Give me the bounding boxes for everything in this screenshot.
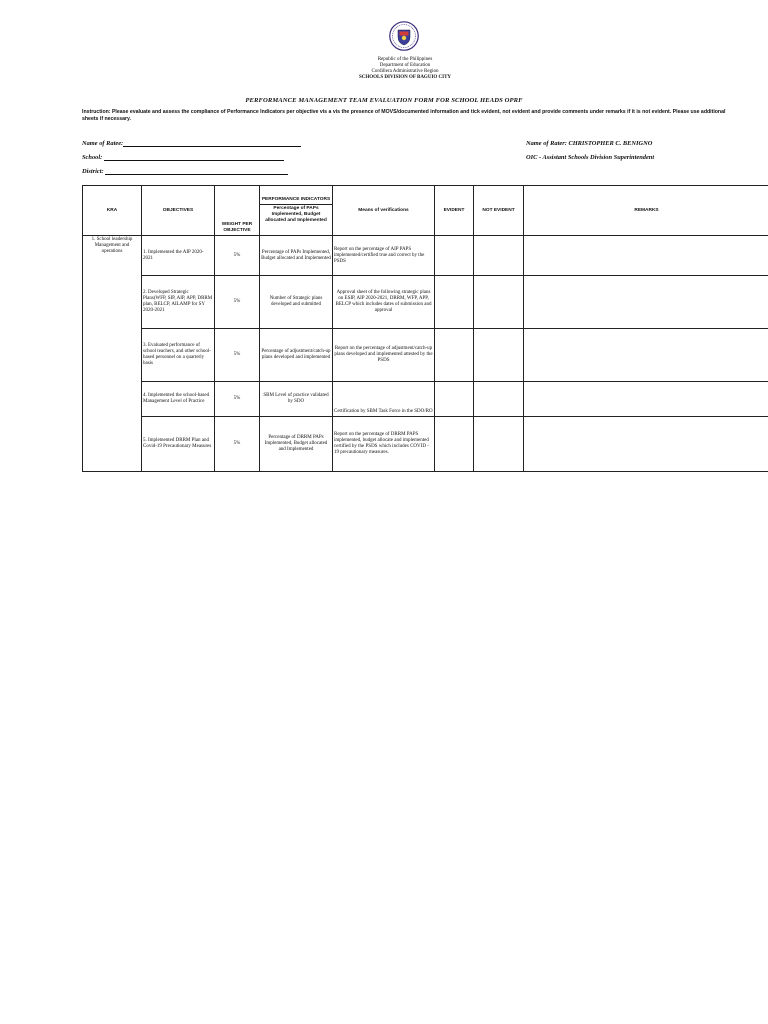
objective-cell: 1. Implemented the AIP 2020-2021 bbox=[142, 236, 215, 276]
indicator-cell: Percentage of DRRM PAPs Implemented, Budget allocated and Implemented bbox=[260, 417, 333, 472]
evident-checkbox-cell[interactable] bbox=[435, 417, 474, 472]
weight-cell: 5% bbox=[215, 276, 260, 329]
weight-cell: 5% bbox=[215, 329, 260, 382]
table-row bbox=[83, 236, 768, 276]
rater-field bbox=[526, 140, 652, 147]
means-cell: Approval sheet of the following strategic plans on ESIP, AIP 2020-2021, DRRM, WFP, APP, BELCP which includes dates of submission and approval bbox=[333, 276, 435, 329]
ratee-label: Name of Ratee: bbox=[82, 140, 124, 147]
ratee-field bbox=[82, 140, 301, 147]
table-row bbox=[83, 276, 768, 329]
indicator-cell: Percentage of PAPs Implemented, Budget allocated and Implemented bbox=[260, 236, 333, 276]
remarks-cell[interactable] bbox=[524, 417, 768, 472]
objective-cell: 4. Implemented the school-based Management Level of Practice bbox=[142, 382, 215, 417]
school-field bbox=[82, 154, 284, 161]
not-evident-checkbox-cell[interactable] bbox=[474, 236, 524, 276]
indicator-cell: SBM Level of practice validated by SDO bbox=[260, 382, 333, 417]
rater-position: OIC - Assistant Schools Division Superintendent bbox=[526, 154, 655, 161]
means-cell: Report on the percentage of AIP PAPS implemented/certified true and correct by the PSDS bbox=[333, 236, 435, 276]
objective-cell: 2. Developed Strategic Plans(WFP, SIP, AIP, APP, DRRM plan, BELCP, AILAMP for SY 2020-2021 bbox=[142, 276, 215, 329]
indicators-subtitle: Percentage of PAPs Implemented, Budget allocated and Implemented bbox=[265, 206, 327, 223]
col-weight-header: WEIGHT PER OBJECTIVE bbox=[215, 186, 260, 236]
table-row bbox=[83, 417, 768, 472]
indicator-cell: Percentage of adjustment/catch-up plans developed and implemented bbox=[260, 329, 333, 382]
deped-seal-icon bbox=[389, 21, 419, 51]
table-header-row bbox=[83, 186, 768, 236]
evident-checkbox-cell[interactable] bbox=[435, 276, 474, 329]
col-means-header: Means of verifications bbox=[333, 186, 435, 236]
remarks-cell[interactable] bbox=[524, 382, 768, 417]
division-line: SCHOOLS DIVISION OF BAGUIO CITY bbox=[358, 75, 452, 80]
kra-cell: 1. School leadership Management and operations bbox=[83, 236, 142, 472]
department-line: Department of Education bbox=[379, 63, 431, 68]
weight-cell: 5% bbox=[215, 417, 260, 472]
col-objectives-header: OBJECTIVES bbox=[142, 186, 215, 236]
not-evident-checkbox-cell[interactable] bbox=[474, 382, 524, 417]
rater-label: Name of Rater: bbox=[526, 140, 567, 147]
evident-checkbox-cell[interactable] bbox=[435, 329, 474, 382]
table-row bbox=[83, 329, 768, 382]
district-label: District: bbox=[82, 168, 104, 175]
school-input-line[interactable] bbox=[104, 155, 284, 161]
rater-name: CHRISTOPHER C. BENIGNO bbox=[568, 140, 653, 147]
school-label: School: bbox=[82, 154, 103, 161]
indicators-title: PERFORMANCE INDICATORS bbox=[260, 196, 332, 205]
objective-cell: 5. Implemented DRRM Plan and Covid-19 Precautionary Measures bbox=[142, 417, 215, 472]
means-cell: Report on the percentage of adjustment/catch-up plans developed and implemented attested by the PSDS bbox=[333, 329, 435, 382]
not-evident-checkbox-cell[interactable] bbox=[474, 329, 524, 382]
indicator-cell: Number of Strategic plans developed and submitted bbox=[260, 276, 333, 329]
region-line: Cordillera Administrative Region bbox=[371, 69, 439, 74]
table-row bbox=[83, 382, 768, 417]
means-cell: Certification by SBM Task Force in the SDO/RO bbox=[333, 382, 435, 417]
form-title: PERFORMANCE MANAGEMENT TEAM EVALUATION FORM FOR SCHOOL HEADS OPRF bbox=[245, 97, 523, 104]
objective-cell: 3. Evaluated performance of school teachers, and other school-based personnel on a quarterly basis bbox=[142, 329, 215, 382]
republic-line: Republic of the Philippines bbox=[377, 57, 433, 62]
evident-checkbox-cell[interactable] bbox=[435, 382, 474, 417]
col-not-evident-header: NOT EVIDENT bbox=[474, 186, 524, 236]
col-remarks-header: REMARKS bbox=[524, 186, 768, 236]
not-evident-checkbox-cell[interactable] bbox=[474, 276, 524, 329]
evident-checkbox-cell[interactable] bbox=[435, 236, 474, 276]
col-evident-header: EVIDENT bbox=[435, 186, 474, 236]
letterhead bbox=[300, 57, 510, 81]
remarks-cell[interactable] bbox=[524, 329, 768, 382]
means-cell: Report on the percentage of DRRM PAPS implemented, budget allocate and implemented certified by the PSDS which includes COVID - 19 precautionary measures. bbox=[333, 417, 435, 472]
not-evident-checkbox-cell[interactable] bbox=[474, 417, 524, 472]
remarks-cell[interactable] bbox=[524, 236, 768, 276]
form-instruction: Instruction: Please evaluate and assess the compliance of Performance Indicators per objective vis a vis the presence of MOVS/documented information and tick evident, not evident and provide comments under remarks if it is not evident. Please use additional sheets if necessary. bbox=[82, 109, 726, 122]
ratee-input-line[interactable] bbox=[123, 141, 301, 147]
evaluation-table bbox=[82, 185, 768, 472]
district-field bbox=[82, 168, 288, 175]
weight-cell: 5% bbox=[215, 236, 260, 276]
col-kra-header: KRA bbox=[83, 186, 142, 236]
col-indicators-header bbox=[260, 186, 333, 236]
district-input-line[interactable] bbox=[105, 169, 288, 175]
remarks-cell[interactable] bbox=[524, 276, 768, 329]
weight-cell: 5% bbox=[215, 382, 260, 417]
